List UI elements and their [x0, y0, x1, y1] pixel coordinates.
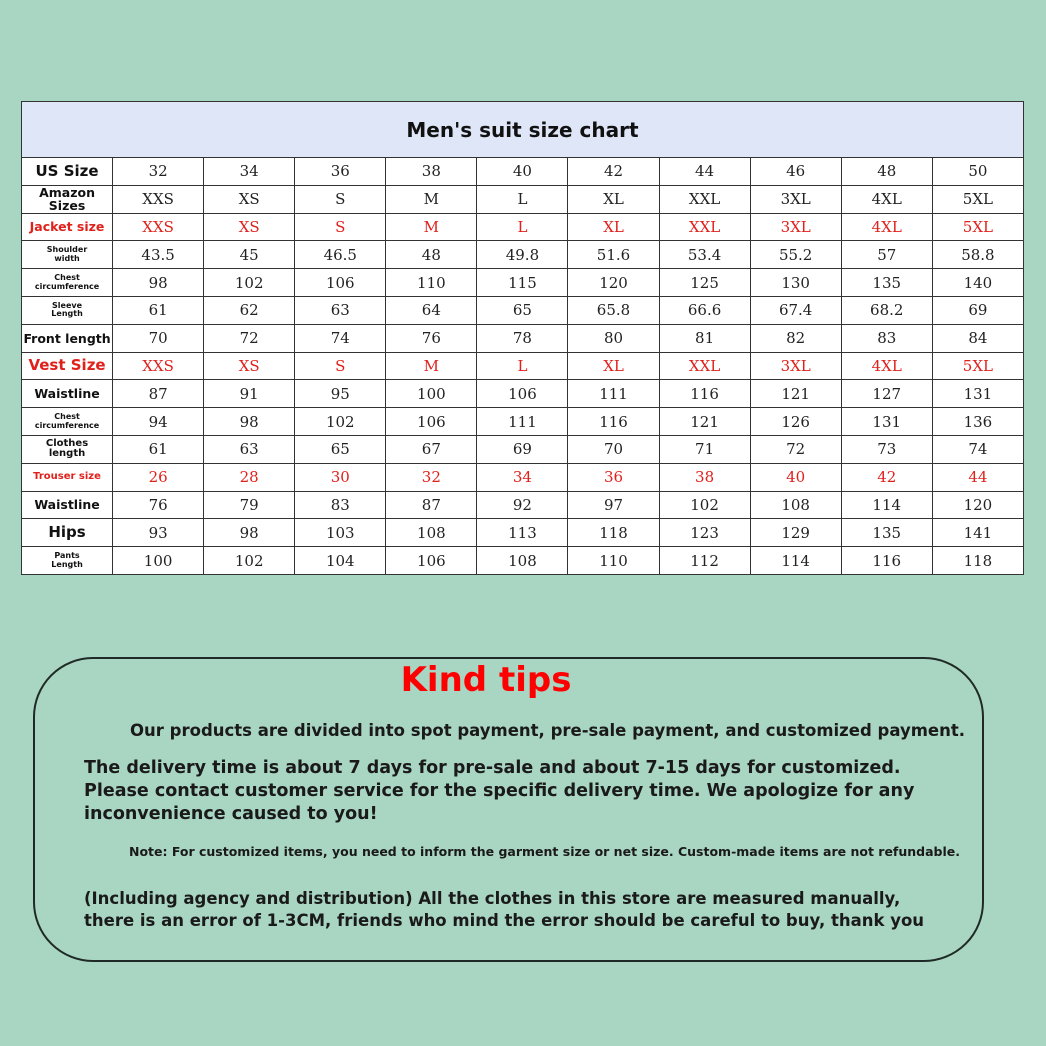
table-cell: 84	[932, 324, 1023, 352]
table-cell: 26	[113, 463, 204, 491]
table-cell: 67.4	[750, 296, 841, 324]
table-cell: M	[386, 213, 477, 241]
table-cell: 95	[295, 380, 386, 408]
table-cell: 135	[841, 519, 932, 547]
table-row	[22, 158, 1024, 186]
table-row	[22, 380, 1024, 408]
table-cell: 63	[204, 435, 295, 463]
table-cell: 3XL	[750, 185, 841, 213]
table-cell: 120	[932, 491, 1023, 519]
table-cell: 98	[204, 519, 295, 547]
table-cell: XL	[568, 352, 659, 380]
table-title-row	[22, 102, 1024, 158]
table-cell: 48	[386, 241, 477, 269]
row-label-text: Sleeve Length	[51, 300, 83, 319]
table-cell: 110	[386, 269, 477, 297]
row-label: Amazon Sizes	[22, 185, 113, 213]
row-label: Vest Size	[22, 352, 113, 380]
table-cell: 70	[113, 324, 204, 352]
table-cell: 121	[659, 408, 750, 436]
table-row	[22, 463, 1024, 491]
table-cell: 108	[750, 491, 841, 519]
table-cell: 106	[295, 269, 386, 297]
table-cell: 74	[295, 324, 386, 352]
table-cell: 135	[841, 269, 932, 297]
row-label	[22, 241, 113, 269]
row-label-text: Pants Length	[51, 551, 83, 569]
table-cell: 30	[295, 463, 386, 491]
table-cell: 3XL	[750, 352, 841, 380]
table-cell: 94	[113, 408, 204, 436]
row-label	[22, 296, 113, 324]
tip-custom-note: Note: For customized items, you need to inform the garment size or net size. Custom-made items are not refundable.	[129, 844, 961, 859]
table-cell: 102	[204, 269, 295, 297]
table-cell: 116	[841, 547, 932, 575]
table-cell: 131	[932, 380, 1023, 408]
table-cell: 76	[386, 324, 477, 352]
table-cell: 97	[568, 491, 659, 519]
table-cell: 5XL	[932, 213, 1023, 241]
table-row	[22, 213, 1024, 241]
table-cell: 114	[841, 491, 932, 519]
table-cell: 130	[750, 269, 841, 297]
table-cell: 40	[750, 463, 841, 491]
table-cell: 87	[386, 491, 477, 519]
table-cell: XXL	[659, 185, 750, 213]
table-cell: M	[386, 352, 477, 380]
table-cell: 49.8	[477, 241, 568, 269]
table-cell: 40	[477, 158, 568, 186]
table-cell: 65	[477, 296, 568, 324]
table-cell: 48	[841, 158, 932, 186]
table-cell: 104	[295, 547, 386, 575]
table-cell: 5XL	[932, 352, 1023, 380]
table-cell: 72	[204, 324, 295, 352]
table-cell: 141	[932, 519, 1023, 547]
table-cell: 5XL	[932, 185, 1023, 213]
table-title: Men's suit size chart	[22, 102, 1024, 158]
table-cell: 71	[659, 435, 750, 463]
table-cell: 110	[568, 547, 659, 575]
table-cell: 38	[659, 463, 750, 491]
kind-tips-title: Kind tips	[400, 660, 572, 700]
table-cell: 106	[386, 547, 477, 575]
table-cell: L	[477, 352, 568, 380]
table-cell: 50	[932, 158, 1023, 186]
table-cell: XXS	[113, 185, 204, 213]
table-cell: 4XL	[841, 352, 932, 380]
table-cell: 113	[477, 519, 568, 547]
table-cell: 73	[841, 435, 932, 463]
table-cell: 106	[386, 408, 477, 436]
table-cell: XL	[568, 185, 659, 213]
row-label	[22, 435, 113, 463]
table-cell: 80	[568, 324, 659, 352]
row-label	[22, 547, 113, 575]
table-cell: 44	[659, 158, 750, 186]
table-cell: 68.2	[841, 296, 932, 324]
table-cell: 131	[841, 408, 932, 436]
table-cell: 82	[750, 324, 841, 352]
table-cell: 57	[841, 241, 932, 269]
table-cell: XS	[204, 185, 295, 213]
table-cell: 116	[568, 408, 659, 436]
table-cell: 91	[204, 380, 295, 408]
table-cell: 98	[113, 269, 204, 297]
table-cell: 72	[750, 435, 841, 463]
table-cell: XXL	[659, 213, 750, 241]
table-cell: XXL	[659, 352, 750, 380]
table-cell: 61	[113, 296, 204, 324]
row-label-text: Shoulder width	[46, 245, 88, 263]
row-label-text: Clothes length	[45, 437, 89, 460]
table-cell: 66.6	[659, 296, 750, 324]
tip-payment-types: Our products are divided into spot payment, pre-sale payment, and customized payment.	[130, 721, 966, 740]
table-cell: 62	[204, 296, 295, 324]
table-cell: 83	[295, 491, 386, 519]
table-cell: 45	[204, 241, 295, 269]
table-row	[22, 408, 1024, 436]
table-cell: 34	[477, 463, 568, 491]
table-cell: 100	[386, 380, 477, 408]
table-cell: 81	[659, 324, 750, 352]
table-cell: 125	[659, 269, 750, 297]
table-cell: 74	[932, 435, 1023, 463]
table-cell: 69	[477, 435, 568, 463]
table-cell: 79	[204, 491, 295, 519]
table-cell: 65.8	[568, 296, 659, 324]
table-cell: XXS	[113, 352, 204, 380]
table-row	[22, 547, 1024, 575]
row-label: US Size	[22, 158, 113, 186]
table-cell: 116	[659, 380, 750, 408]
table-cell: 127	[841, 380, 932, 408]
table-cell: 87	[113, 380, 204, 408]
table-cell: 32	[113, 158, 204, 186]
table-cell: XS	[204, 213, 295, 241]
table-cell: 111	[568, 380, 659, 408]
table-cell: 55.2	[750, 241, 841, 269]
row-label: Jacket size	[22, 213, 113, 241]
row-label: Hips	[22, 519, 113, 547]
table-row	[22, 241, 1024, 269]
table-cell: XS	[204, 352, 295, 380]
table-cell: 106	[477, 380, 568, 408]
table-cell: 111	[477, 408, 568, 436]
table-cell: S	[295, 213, 386, 241]
table-cell: 103	[295, 519, 386, 547]
table-cell: L	[477, 213, 568, 241]
table-cell: 42	[568, 158, 659, 186]
table-cell: 61	[113, 435, 204, 463]
table-cell: 100	[113, 547, 204, 575]
table-cell: 70	[568, 435, 659, 463]
table-row	[22, 324, 1024, 352]
table-cell: 4XL	[841, 213, 932, 241]
table-cell: 69	[932, 296, 1023, 324]
table-cell: 43.5	[113, 241, 204, 269]
table-cell: 112	[659, 547, 750, 575]
table-cell: 140	[932, 269, 1023, 297]
table-cell: 121	[750, 380, 841, 408]
table-cell: 93	[113, 519, 204, 547]
table-cell: 102	[204, 547, 295, 575]
table-cell: XXS	[113, 213, 204, 241]
table-cell: 51.6	[568, 241, 659, 269]
row-label: Chest circumference	[22, 269, 113, 297]
table-cell: 136	[932, 408, 1023, 436]
table-cell: 108	[386, 519, 477, 547]
table-cell: 44	[932, 463, 1023, 491]
table-cell: 120	[568, 269, 659, 297]
table-cell: 28	[204, 463, 295, 491]
table-row	[22, 491, 1024, 519]
table-cell: 58.8	[932, 241, 1023, 269]
table-cell: 3XL	[750, 213, 841, 241]
table-cell: 4XL	[841, 185, 932, 213]
table-cell: 92	[477, 491, 568, 519]
table-cell: 34	[204, 158, 295, 186]
table-cell: 114	[750, 547, 841, 575]
table-cell: 129	[750, 519, 841, 547]
row-label: Chest circumference	[22, 408, 113, 436]
table-cell: 102	[295, 408, 386, 436]
table-cell: XL	[568, 213, 659, 241]
row-label: Waistline	[22, 491, 113, 519]
table-cell: 118	[568, 519, 659, 547]
table-cell: 108	[477, 547, 568, 575]
tip-measurement-error: (Including agency and distribution) All the clothes in this store are measured manually, there is an error of 1-3CM, friends who mind the error should be careful to buy, thank you	[84, 889, 925, 930]
table-cell: 83	[841, 324, 932, 352]
table-cell: 67	[386, 435, 477, 463]
table-cell: 102	[659, 491, 750, 519]
table-cell: S	[295, 185, 386, 213]
table-cell: 98	[204, 408, 295, 436]
table-cell: 76	[113, 491, 204, 519]
table-cell: 118	[932, 547, 1023, 575]
table-cell: 46.5	[295, 241, 386, 269]
table-cell: 46	[750, 158, 841, 186]
table-row	[22, 185, 1024, 213]
table-cell: 78	[477, 324, 568, 352]
table-row	[22, 519, 1024, 547]
tip-delivery-time: The delivery time is about 7 days for pre-sale and about 7-15 days for customized. Please contact customer service for the specific delivery time. We apologize for any inconvenience caused to you!	[84, 758, 915, 824]
table-cell: 115	[477, 269, 568, 297]
table-row	[22, 296, 1024, 324]
table-cell: 32	[386, 463, 477, 491]
table-cell: S	[295, 352, 386, 380]
table-cell: 123	[659, 519, 750, 547]
table-row	[22, 269, 1024, 297]
row-label: Front length	[22, 324, 113, 352]
size-chart-body	[22, 102, 1024, 575]
table-cell: 36	[295, 158, 386, 186]
table-row	[22, 435, 1024, 463]
size-chart-table	[21, 101, 1024, 575]
row-label: Trouser size	[22, 463, 113, 491]
table-cell: 64	[386, 296, 477, 324]
row-label: Waistline	[22, 380, 113, 408]
table-cell: 42	[841, 463, 932, 491]
table-cell: 63	[295, 296, 386, 324]
table-cell: L	[477, 185, 568, 213]
table-cell: 53.4	[659, 241, 750, 269]
table-row	[22, 352, 1024, 380]
table-cell: 36	[568, 463, 659, 491]
table-cell: 65	[295, 435, 386, 463]
table-cell: 38	[386, 158, 477, 186]
table-cell: M	[386, 185, 477, 213]
table-cell: 126	[750, 408, 841, 436]
